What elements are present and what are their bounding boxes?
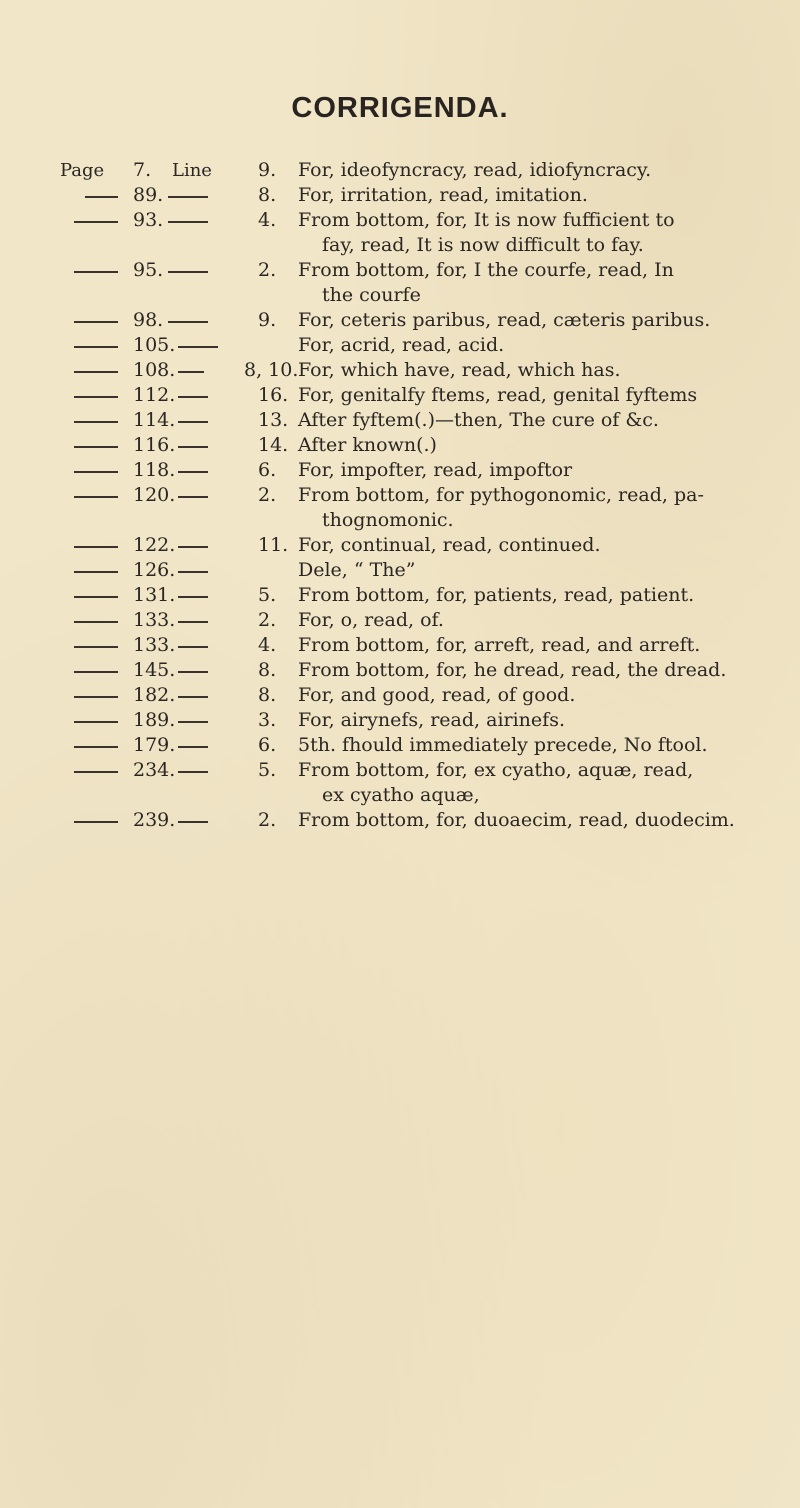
dash-rule — [178, 371, 204, 373]
dash-rule — [74, 421, 118, 423]
corrigenda-entry — [0, 158, 800, 183]
line-number: 8. — [258, 684, 277, 706]
page-number: 234. — [133, 759, 176, 781]
line-number: 6. — [258, 734, 277, 756]
line-number: 2. — [258, 609, 277, 631]
dash-rule — [74, 646, 118, 648]
dash-rule — [74, 696, 118, 698]
page-title: CORRIGENDA. — [291, 92, 509, 124]
dash-rule — [178, 546, 208, 548]
page-number: 120. — [133, 484, 176, 506]
dash-rule — [74, 596, 118, 598]
corrigenda-entry — [0, 583, 800, 608]
correction-text-continued: thognomonic. — [322, 509, 454, 531]
page-number: 89. — [133, 184, 164, 206]
corrigenda-entry — [0, 658, 800, 683]
dash-rule — [74, 621, 118, 623]
correction-text: For, irritation, read, imitation. — [298, 184, 588, 206]
dash-rule — [74, 496, 118, 498]
dash-rule — [74, 471, 118, 473]
dash-rule — [178, 421, 208, 423]
line-number: 11. — [258, 534, 289, 556]
correction-text: For, o, read, of. — [298, 609, 444, 631]
dash-rule — [178, 496, 208, 498]
page-number: 105. — [133, 334, 176, 356]
dash-rule — [178, 646, 208, 648]
correction-text: After fyftem(.)—then, The cure of &c. — [298, 409, 659, 431]
dash-rule — [74, 446, 118, 448]
corrigenda-entry — [0, 208, 800, 258]
page-number: 179. — [133, 734, 176, 756]
line-header-label: Line — [172, 160, 212, 181]
line-number: 3. — [258, 709, 277, 731]
corrigenda-entry — [0, 308, 800, 333]
dash-rule — [74, 721, 118, 723]
corrigenda-entry — [0, 258, 800, 308]
dash-rule — [178, 621, 208, 623]
corrigenda-entry — [0, 458, 800, 483]
page-number: 112. — [133, 384, 176, 406]
dash-rule — [178, 771, 208, 773]
correction-text: After known(.) — [298, 434, 437, 456]
line-number: 14. — [258, 434, 289, 456]
line-number: 13. — [258, 409, 289, 431]
page-number: 98. — [133, 309, 164, 331]
page-number: 133. — [133, 634, 176, 656]
correction-text: For, and good, read, of good. — [298, 684, 576, 706]
page-number: 7. — [133, 159, 152, 181]
correction-text: From bottom, for, arreft, read, and arreft. — [298, 634, 701, 656]
dash-rule — [74, 671, 118, 673]
page-number: 189. — [133, 709, 176, 731]
page-number: 116. — [133, 434, 176, 456]
dash-rule — [74, 271, 118, 273]
line-number: 9. — [258, 309, 277, 331]
dash-rule — [178, 821, 208, 823]
correction-text: From bottom, for, duoaecim, read, duodecim. — [298, 809, 735, 831]
line-number: 5. — [258, 584, 277, 606]
line-number: 2. — [258, 259, 277, 281]
dash-rule — [178, 346, 218, 348]
dash-rule — [74, 771, 118, 773]
page-number: 118. — [133, 459, 176, 481]
dash-rule — [178, 721, 208, 723]
correction-text: From bottom, for, he dread, read, the dread. — [298, 659, 727, 681]
correction-text: For, airynefs, read, airinefs. — [298, 709, 565, 731]
dash-rule — [74, 221, 118, 223]
corrigenda-entry — [0, 558, 800, 583]
dash-rule — [178, 746, 208, 748]
corrigenda-entry — [0, 733, 800, 758]
correction-text-continued: ex cyatho aquæ, — [322, 784, 480, 806]
correction-text-continued: fay, read, It is now difficult to fay. — [322, 234, 644, 256]
correction-text: From bottom, for, patients, read, patient. — [298, 584, 695, 606]
correction-text: From bottom, for, It is now fufficient to — [298, 209, 675, 231]
line-number: 4. — [258, 634, 277, 656]
page-number: 108. — [133, 359, 176, 381]
dash-rule — [74, 571, 118, 573]
correction-text: From bottom, for, ex cyatho, aquæ, read, — [298, 759, 694, 781]
dash-rule — [178, 671, 208, 673]
page-number: 114. — [133, 409, 176, 431]
dash-rule — [74, 821, 118, 823]
correction-text: For, which have, read, which has. — [298, 359, 621, 381]
correction-text: From bottom, for, I the courfe, read, In — [298, 259, 674, 281]
correction-text: 5th. fhould immediately precede, No ftool. — [298, 734, 708, 756]
page-number: 145. — [133, 659, 176, 681]
correction-text: For, ideofyncracy, read, idiofyncracy. — [298, 159, 652, 181]
corrigenda-entry — [0, 808, 800, 833]
corrigenda-entry — [0, 533, 800, 558]
line-number: 8, 10. — [244, 359, 299, 381]
corrigenda-entry — [0, 183, 800, 208]
dash-rule — [178, 471, 208, 473]
corrigenda-entry — [0, 633, 800, 658]
corrigenda-entry — [0, 408, 800, 433]
corrigenda-entry — [0, 708, 800, 733]
page-number: 131. — [133, 584, 176, 606]
corrigenda-entry — [0, 483, 800, 533]
line-number: 5. — [258, 759, 277, 781]
corrigenda-entry — [0, 433, 800, 458]
dash-rule — [168, 321, 208, 323]
line-number: 2. — [258, 484, 277, 506]
line-number: 16. — [258, 384, 289, 406]
dash-rule — [85, 196, 118, 198]
dash-rule — [178, 396, 208, 398]
page-number: 95. — [133, 259, 164, 281]
page-header-label: Page — [60, 160, 105, 181]
dash-rule — [74, 396, 118, 398]
corrigenda-entry — [0, 333, 800, 358]
dash-rule — [74, 746, 118, 748]
correction-text: For, ceteris paribus, read, cæteris paribus. — [298, 309, 711, 331]
dash-rule — [178, 571, 208, 573]
dash-rule — [74, 546, 118, 548]
corrigenda-entry — [0, 358, 800, 383]
page-number: 126. — [133, 559, 176, 581]
corrigenda-entry — [0, 383, 800, 408]
line-number: 8. — [258, 659, 277, 681]
dash-rule — [74, 346, 118, 348]
correction-text: From bottom, for pythogonomic, read, pa- — [298, 484, 704, 506]
dash-rule — [74, 371, 118, 373]
correction-text: For, impofter, read, impoftor — [298, 459, 573, 481]
page-number: 122. — [133, 534, 176, 556]
corrigenda-list — [0, 158, 800, 833]
line-number: 2. — [258, 809, 277, 831]
dash-rule — [178, 696, 208, 698]
correction-text: For, continual, read, continued. — [298, 534, 601, 556]
page-number: 182. — [133, 684, 176, 706]
corrigenda-entry — [0, 608, 800, 633]
line-number: 8. — [258, 184, 277, 206]
correction-text-continued: the courfe — [322, 284, 421, 306]
correction-text: For, acrid, read, acid. — [298, 334, 505, 356]
dash-rule — [168, 221, 208, 223]
correction-text: Dele, “ The” — [298, 559, 416, 581]
line-number: 9. — [258, 159, 277, 181]
page-number: 93. — [133, 209, 164, 231]
dash-rule — [178, 596, 208, 598]
dash-rule — [168, 196, 208, 198]
correction-text: For, genitalfy ftems, read, genital fyftems — [298, 384, 698, 406]
page-number: 133. — [133, 609, 176, 631]
page-number: 239. — [133, 809, 176, 831]
corrigenda-entry — [0, 683, 800, 708]
corrigenda-entry — [0, 758, 800, 808]
dash-rule — [168, 271, 208, 273]
line-number: 4. — [258, 209, 277, 231]
line-number: 6. — [258, 459, 277, 481]
dash-rule — [74, 321, 118, 323]
dash-rule — [178, 446, 208, 448]
